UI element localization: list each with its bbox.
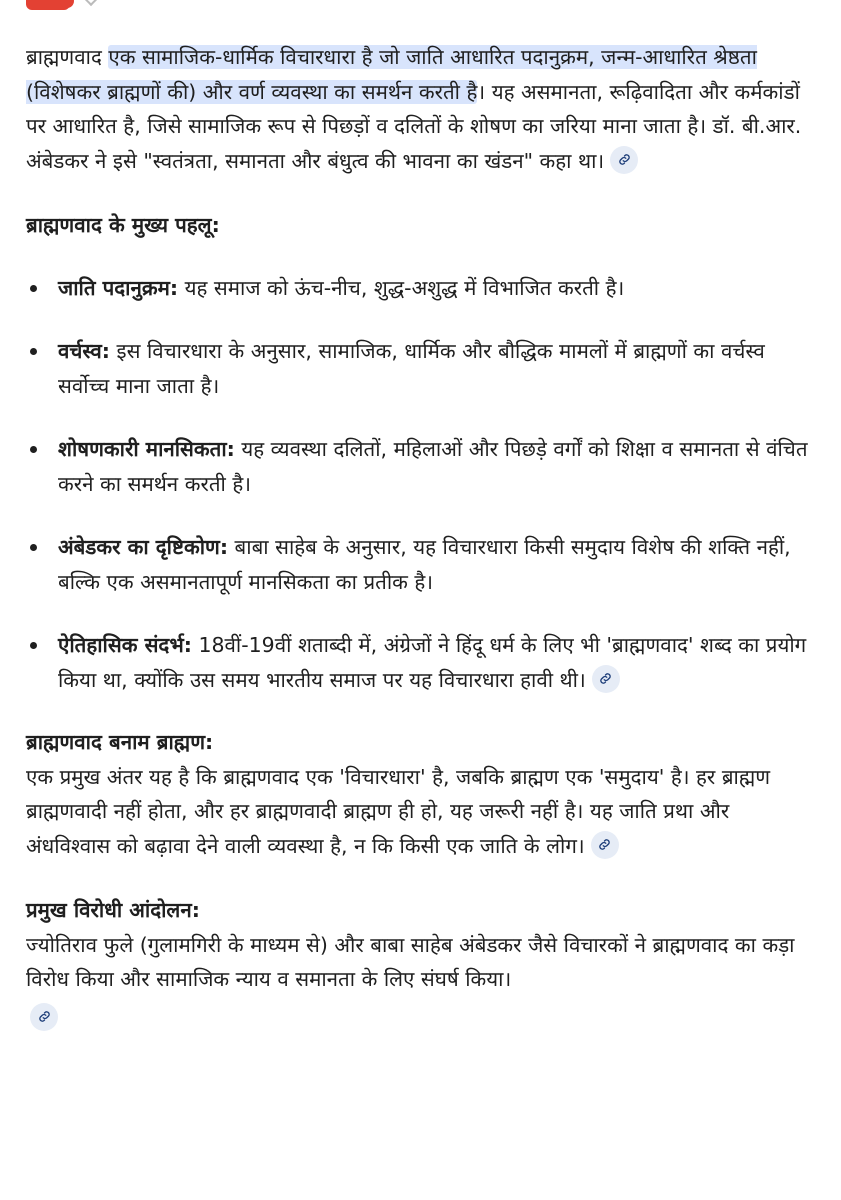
list-item <box>26 432 816 501</box>
app-logo-icon-part <box>60 0 74 8</box>
answer-content <box>26 40 816 1033</box>
opposition-paragraph: ज्योतिराव फुले (गुलामगिरी के माध्यम से) और बाबा साहेब अंबेडकर जैसे विचारकों ने ब्राह्मणवाद का कड़ा विरोध किया और सामाजिक न्याय व समानता के लिए संघर्ष किया। <box>26 932 795 991</box>
top-bar <box>0 0 841 16</box>
list-item-text: इस विचारधारा के अनुसार, सामाजिक, धार्मिक और बौद्धिक मामलों में ब्राह्मणों का वर्चस्व सर्वोच्च माना जाता है। <box>58 339 765 398</box>
list-item-text: यह व्यवस्था दलितों, महिलाओं और पिछड़े वर्गों को शिक्षा व समानता से वंचित करने का समर्थन करती है। <box>58 437 808 496</box>
link-icon <box>597 837 612 852</box>
intro-rest: । यह असमानता, रूढ़िवादिता और कर्मकांडों पर आधारित है, जिसे सामाजिक रूप से पिछड़ों व दलितों के शोषण का जरिया माना जाता है। डॉ. बी.आर. अंबेडकर ने इसे "स्वतंत्रता, समानता और बंधुत्व की भावना का खंडन" कहा था। <box>26 79 802 173</box>
chevron-down-icon[interactable] <box>84 0 98 6</box>
list-item <box>26 628 816 697</box>
list-item-term: ऐतिहासिक संदर्भ: <box>58 633 192 657</box>
list-item-term: अंबेडकर का दृष्टिकोण: <box>58 535 229 559</box>
versus-paragraph <box>26 760 816 864</box>
source-link-button[interactable] <box>30 1003 58 1031</box>
intro-highlighted-text: एक सामाजिक-धार्मिक विचारधारा है जो जाति आधारित पदानुक्रम, जन्म-आधारित श्रेष्ठता (विशेषकर ब्राह्मणों की) और वर्ण व्यवस्था का समर्थन करती है <box>26 45 757 104</box>
list-item <box>26 271 816 306</box>
source-link-button[interactable] <box>592 665 620 693</box>
versus-heading: ब्राह्मणवाद बनाम ब्राह्मण: <box>26 730 214 754</box>
aspects-list <box>26 271 816 698</box>
list-item-term: शोषणकारी मानसिकता: <box>58 437 235 461</box>
link-icon <box>37 1009 52 1024</box>
source-link-button[interactable] <box>591 831 619 859</box>
list-item-term: वर्चस्व: <box>58 339 110 363</box>
list-item-term: जाति पदानुक्रम: <box>58 275 179 300</box>
list-item <box>26 334 816 403</box>
list-item-text: यह समाज को ऊंच-नीच, शुद्ध-अशुद्ध में विभाजित करती है। <box>178 275 625 300</box>
intro-paragraph <box>26 40 816 178</box>
versus-text: एक प्रमुख अंतर यह है कि ब्राह्मणवाद एक 'विचारधारा' है, जबकि ब्राह्मण एक 'समुदाय' है। हर ब्राह्मण ब्राह्मणवादी नहीं होता, और हर ब्राह्मणवादी ब्राह्मण ही हो, यह जरूरी नहीं है। यह जाति प्रथा और अंधविश्वास को बढ़ावा देने वाली व्यवस्था है, न कि किसी एक जाति के लोग। <box>26 764 771 858</box>
list-item-text: 18वीं-19वीं शताब्दी में, अंग्रेजों ने हिंदू धर्म के लिए भी 'ब्राह्मणवाद' शब्द का प्रयोग किया था, क्योंकि उस समय भारतीय समाज पर यह विचारधारा हावी थी। <box>58 633 807 692</box>
list-item-text: बाबा साहेब के अनुसार, यह विचारधारा किसी समुदाय विशेष की शक्ति नहीं, बल्कि एक असमानतापूर्ण मानसिकता का प्रतीक है। <box>58 535 791 594</box>
list-item <box>26 530 816 599</box>
link-icon <box>598 671 613 686</box>
source-link-button[interactable] <box>610 146 638 174</box>
link-icon <box>617 152 632 167</box>
intro-lead: ब्राह्मणवाद <box>26 45 109 69</box>
opposition-heading: प्रमुख विरोधी आंदोलन: <box>26 898 200 922</box>
aspects-heading: ब्राह्मणवाद के मुख्य पहलू: <box>26 213 220 237</box>
